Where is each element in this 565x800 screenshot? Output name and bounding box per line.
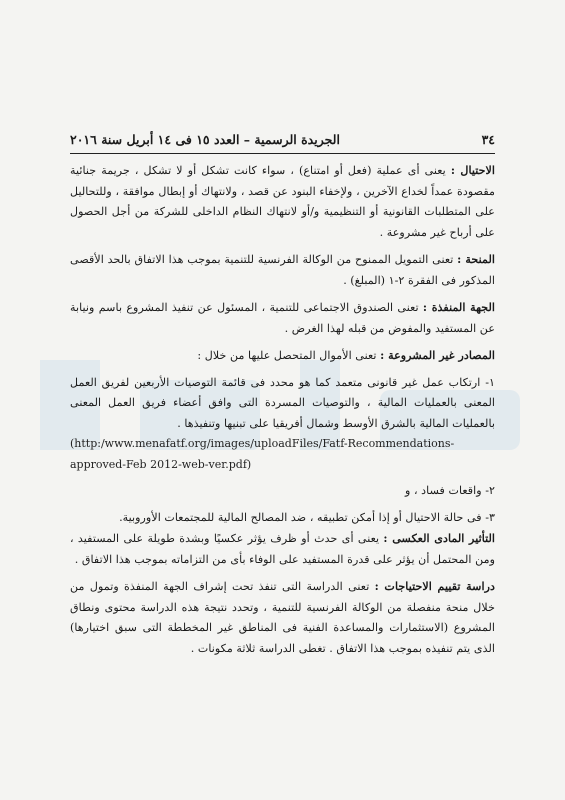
definition-paragraph xyxy=(70,297,495,339)
list-item: ١- ارتكاب عمل غير قانونى متعمد كما هو محدد فى قائمة التوصيات الأربعين لفريق العمل المعنى بالعمليات المالية ، والتوصيات المسردة التى وافق أعضاء فريق العمل المعنى بالعمليات المالية بالشرق الأوسط وشمال أفريقيا على تبنيها وتنفيذها . xyxy=(70,375,495,430)
definition-text: تعنى التمويل الممنوح من الوكالة الفرنسية للتنمية بموجب هذا الاتفاق بالحد الأقصى المذكور فى الفقرة ٢-١ (المبلغ) . xyxy=(70,253,495,287)
definition-term: دراسة تقييم الاحتياجات : xyxy=(374,579,495,593)
definition-term: الاحتيال : xyxy=(450,163,496,177)
definition-paragraph xyxy=(70,528,495,570)
definition-paragraph xyxy=(70,576,495,659)
document-body xyxy=(70,160,495,659)
definition-text: تعنى الدراسة التى تنفذ تحت إشراف الجهة المنفذة وتمول من خلال منحة منفصلة من الوكالة الفرنسية للتنمية ، وتحدد نتيجة هذه الدراسة محتوى ونطاق المشروع (الاستثمارات والمساعدة الفنية فى المناطق غير المخططة التى سبق اختيارها) الذى يتم تنفيذه بموجب هذا الاتفاق . تغطى الدراسة ثلاثة مكونات . xyxy=(70,580,495,655)
definition-text: تعنى الأموال المتحصل عليها من خلال : xyxy=(197,349,381,362)
page-number: ٣٤ xyxy=(481,132,495,147)
page-header xyxy=(70,132,495,152)
definition-text: يعنى أى حدث أو ظرف يؤثر عكسيًا وبشدة طويلة على المستفيد ، ومن المحتمل أن يؤثر على قدرة المستفيد على الوفاء بأى من التزاماته بموجب هذا الاتفاق . xyxy=(70,532,495,566)
definition-text: يعنى أى عملية (فعل أو امتناع) ، سواء كانت تشكل أو لا تشكل ، جريمة جنائية مقصودة عمداً لخداع الآخرين ، ولإخفاء البنود عن قصد ، ولانتهاك أو إبطال موافقة ، وللتحاليل على المتطلبات القانونية أو التنظيمية و/أو لانتهاك النظام الداخلى للشركة من أجل الحصول على أرباح غير مشروعة . xyxy=(70,164,495,239)
definition-term: الجهة المنفذة : xyxy=(422,300,495,314)
gazette-title: الجريدة الرسمية – العدد ١٥ فى ١٤ أبريل سنة ٢٠١٦ xyxy=(70,132,340,147)
definition-term: التأثير المادى العكسى : xyxy=(383,531,495,545)
definition-paragraph xyxy=(70,160,495,243)
definition-paragraph xyxy=(70,345,495,367)
definition-text: تعنى الصندوق الاجتماعى للتنمية ، المسئول عن تنفيذ المشروع باسم ونيابة عن المستفيد والمفوض من قبله لهذا الغرض . xyxy=(70,301,495,335)
list-item: ٢- واقعات فساد ، و xyxy=(405,484,495,497)
list-item: ٣- فى حالة الاحتيال أو إذا أمكن تطبيقه ، ضد المصالح المالية للمجتمعات الأوروبية. xyxy=(119,510,495,524)
reference-url: (http:/www.menafatf.org/images/uploadFiles/Fatf-Recommendations-approved-Feb 2012-web-ver.pdf) xyxy=(70,437,455,471)
definition-term: المصادر غير المشروعة : xyxy=(380,348,495,362)
header-rule xyxy=(70,153,495,154)
definition-term: المنحة : xyxy=(457,252,495,266)
definition-paragraph xyxy=(70,249,495,291)
